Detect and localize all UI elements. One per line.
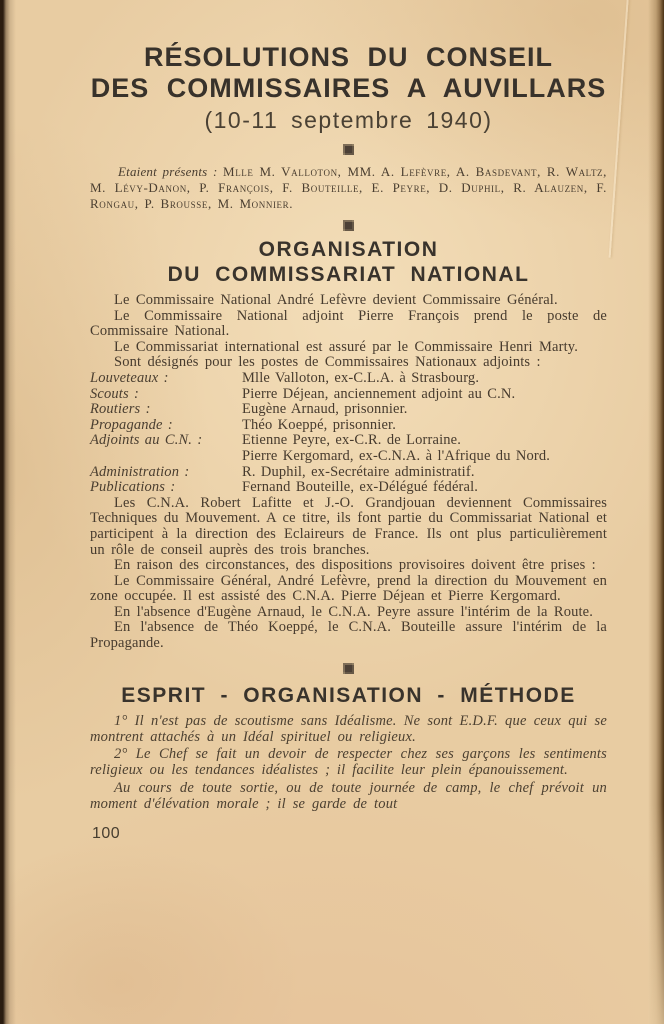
section-divider-icon (343, 144, 354, 155)
body-paragraph-italic: Au cours de toute sortie, ou de toute journée de camp, le chef prévoit un moment d'élévation morale ; il se garde de tout (90, 780, 607, 813)
assignment-row (90, 387, 607, 403)
page-title-line1: RÉSOLUTIONS DU CONSEIL (143, 42, 554, 72)
assignment-role: Publications : (90, 479, 176, 496)
assignment-role (90, 449, 242, 465)
body-paragraph: Le Commissaire National adjoint Pierre François prend le poste de Commissaire National. (90, 307, 607, 340)
section1-heading-line1: ORGANISATION (258, 238, 439, 261)
assignment-person: Etienne Peyre, ex-C.R. de Lorraine. (242, 432, 462, 449)
page-subtitle: (10-11 septembre 1940) (204, 107, 493, 133)
paper-crease (609, 0, 630, 258)
page-number: 100 (92, 825, 121, 843)
assignment-role: Adjoints au C.N. : (90, 432, 203, 449)
section2-heading: ESPRIT - ORGANISATION - MÉTHODE (121, 683, 576, 707)
assignment-person: Théo Koeppé, prisonnier. (242, 416, 396, 433)
body-paragraph: Le Commissariat international est assuré par le Commissaire Henri Marty. (114, 338, 579, 355)
body-paragraph: Les C.N.A. Robert Lafitte et J.-O. Grandjouan deviennent Commissaires Techniques du Mouvement. A ce titre, ils font partie du Commissariat National et participent à la direction des Eclaireurs de France. Ils ont plus particulièrement un rôle de conseil auprès des trois branches. (90, 494, 607, 558)
body-paragraph: En raison des circonstances, des dispositions provisoires doivent être prises : (114, 557, 596, 574)
assignment-person: Fernand Bouteille, ex-Délégué fédéral. (242, 479, 479, 496)
section-divider-icon (343, 220, 354, 231)
body-paragraph: En l'absence de Théo Koeppé, le C.N.A. Bouteille assure l'intérim de la Propagande. (90, 619, 607, 652)
attendees-names: Mlle M. Valloton, MM. A. Lefèvre, A. Basdevant, R. Waltz, M. Lévy-Danon, P. François, F. Bouteille, E. Peyre, D. Duphil, R. Alauzen, F. Rongau, P. Brousse, M. Monnier. (90, 164, 607, 211)
section1-heading-line2: DU COMMISSARIAT NATIONAL (167, 263, 530, 286)
assignment-row (90, 418, 607, 434)
assignment-role: Scouts : (90, 385, 140, 402)
assignment-person: Pierre Kergomard, ex-C.N.A. à l'Afrique du Nord. (242, 447, 551, 464)
assignment-person: Eugène Arnaud, prisonnier. (242, 401, 408, 418)
body-paragraph-italic: 2° Le Chef se fait un devoir de respecter chez ses garçons les sentiments religieux ou les tendances idéalistes ; il facilite leur plein épanouissement. (90, 746, 607, 779)
assignment-role: Administration : (90, 463, 190, 480)
assignment-role: Routiers : (90, 401, 151, 418)
page-title (90, 42, 607, 104)
page-content (90, 42, 607, 843)
assignment-row (90, 465, 607, 481)
assignment-row (90, 402, 607, 418)
assignment-person: Mlle Valloton, ex-C.L.A. à Strasbourg. (242, 369, 480, 386)
attendees-lead: Etaient présents : (118, 164, 218, 179)
assignment-person: R. Duphil, ex-Secrétaire administratif. (242, 463, 475, 480)
assignments-list (90, 371, 607, 496)
assignment-person: Pierre Déjean, anciennement adjoint au C.N. (242, 385, 516, 402)
body-paragraph: Le Commissaire Général, André Lefèvre, prend la direction du Mouvement en zone occupée. Il est assisté des C.N.A. Pierre Déjean et Pierre Kergomard. (90, 572, 607, 605)
page-title-line2: DES COMMISSAIRES A AUVILLARS (90, 73, 607, 103)
assignment-row (90, 480, 607, 496)
page-left-edge (0, 0, 16, 1024)
section-divider-icon (343, 663, 354, 674)
assignment-role: Louveteaux : (90, 369, 169, 386)
assignment-row (90, 433, 607, 449)
body-paragraph: Le Commissaire National André Lefèvre devient Commissaire Général. (114, 292, 558, 308)
assignment-role: Propagande : (90, 416, 173, 433)
body-paragraph: En l'absence d'Eugène Arnaud, le C.N.A. Peyre assure l'intérim de la Route. (114, 603, 594, 620)
page-right-edge-fade (648, 804, 664, 1024)
body-paragraph: Sont désignés pour les postes de Commissaires Nationaux adjoints : (114, 354, 541, 371)
section1-heading (90, 237, 607, 287)
assignment-row (90, 371, 607, 387)
attendees-paragraph (90, 164, 607, 212)
assignment-row (90, 449, 607, 465)
body-paragraph-italic: 1° Il n'est pas de scoutisme sans Idéalisme. Ne sont E.D.F. que ceux qui se montrent attachés à un Idéal spirituel ou religieux. (90, 712, 607, 745)
